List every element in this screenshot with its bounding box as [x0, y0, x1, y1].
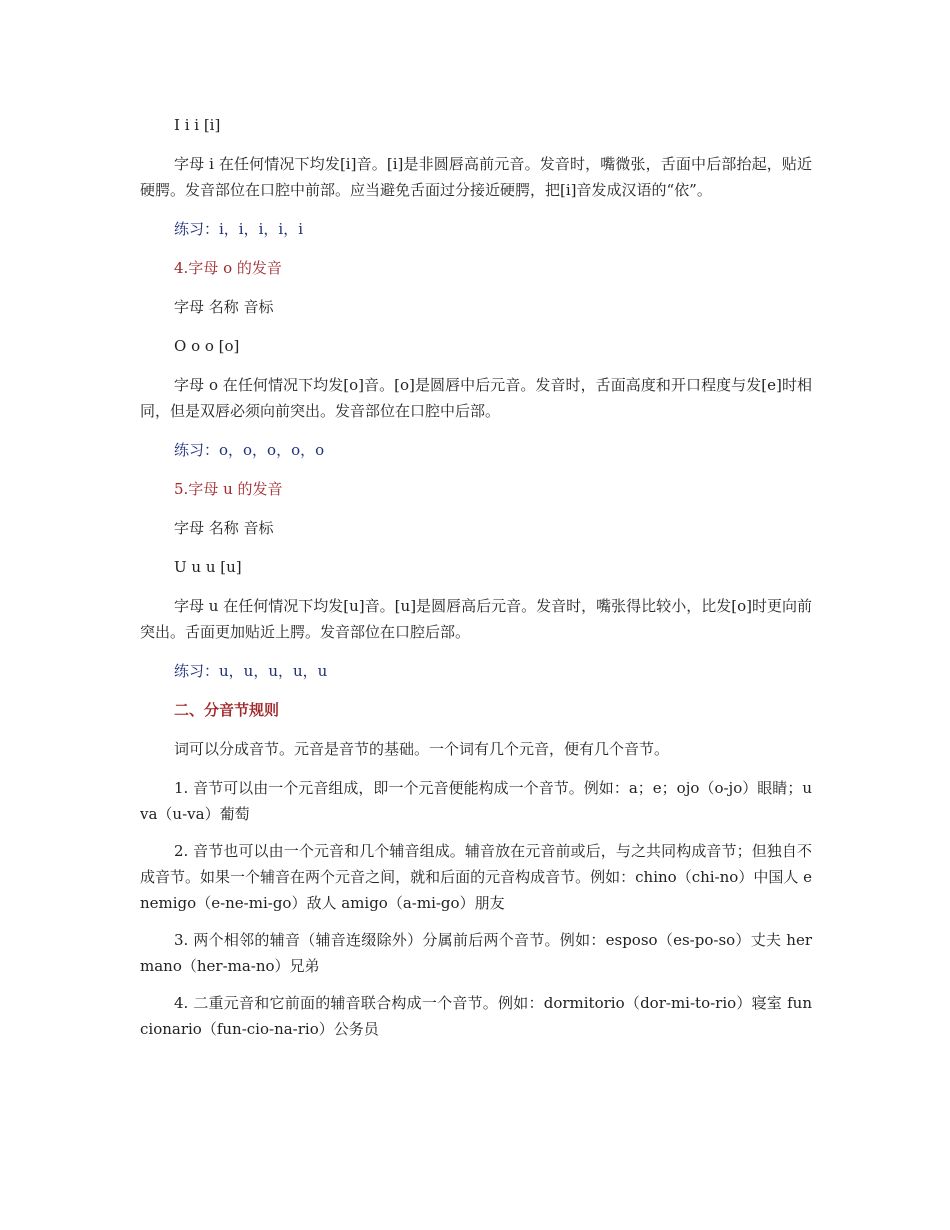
syllable-intro: 词可以分成音节。元音是音节的基础。一个词有几个元音，便有几个音节。	[174, 740, 670, 758]
syllable-rule-2: 2. 音节也可以由一个元音和几个辅音组成。辅音放在元音前或后，与之共同构成音节；但独自不成音节。如果一个辅音在两个元音之间，就和后面的元音构成音节。例如：chino（chi-no）中国人 enemigo（e-ne-mi-go）敌人 amigo（a-mi-go）朋友	[140, 842, 812, 912]
letter-o-description: 字母 o 在任何情况下均发[o]音。[o]是圆唇中后元音。发音时，舌面高度和开口程度与发[e]时相同，但是双唇必须向前突出。发音部位在口腔中后部。	[140, 376, 812, 420]
practice-u: 练习：u，u，u，u，u	[174, 662, 328, 680]
heading-letter-u: 5.字母 u 的发音	[174, 480, 283, 498]
practice-o: 练习：o，o，o，o，o	[174, 441, 325, 459]
table-header-o: 字母 名称 音标	[174, 298, 274, 316]
table-header-u: 字母 名称 音标	[174, 519, 274, 537]
letter-i-description: 字母 i 在任何情况下均发[i]音。[i]是非圆唇高前元音。发音时，嘴微张，舌面中后部抬起，贴近硬腭。发音部位在口腔中前部。应当避免舌面过分接近硬腭，把[i]音发成汉语的“依”。	[140, 155, 812, 199]
syllable-rule-4: 4. 二重元音和它前面的辅音联合构成一个音节。例如：dormitorio（dor-mi-to-rio）寝室 funcionario（fun-cio-na-rio）公务员	[140, 994, 812, 1038]
heading-letter-o: 4.字母 o 的发音	[174, 259, 282, 277]
letter-u-row: U u u [u]	[174, 558, 242, 576]
letter-i-row: I i i [i]	[174, 116, 221, 134]
section-heading-syllable-rules: 二、分音节规则	[174, 701, 280, 719]
practice-i: 练习：i，i，i，i，i	[174, 220, 303, 238]
document-body	[140, 112, 812, 1042]
syllable-rule-3: 3. 两个相邻的辅音（辅音连缀除外）分属前后两个音节。例如：esposo（es-po-so）丈夫 hermano（her-ma-no）兄弟	[140, 931, 812, 975]
syllable-rule-1: 1. 音节可以由一个元音组成，即一个元音便能构成一个音节。例如：a；e；ojo（o-jo）眼睛；uva（u-va）葡萄	[140, 779, 812, 823]
letter-o-row: O o o [o]	[174, 337, 240, 355]
letter-u-description: 字母 u 在任何情况下均发[u]音。[u]是圆唇高后元音。发音时，嘴张得比较小，比发[o]时更向前突出。舌面更加贴近上腭。发音部位在口腔后部。	[140, 597, 812, 641]
